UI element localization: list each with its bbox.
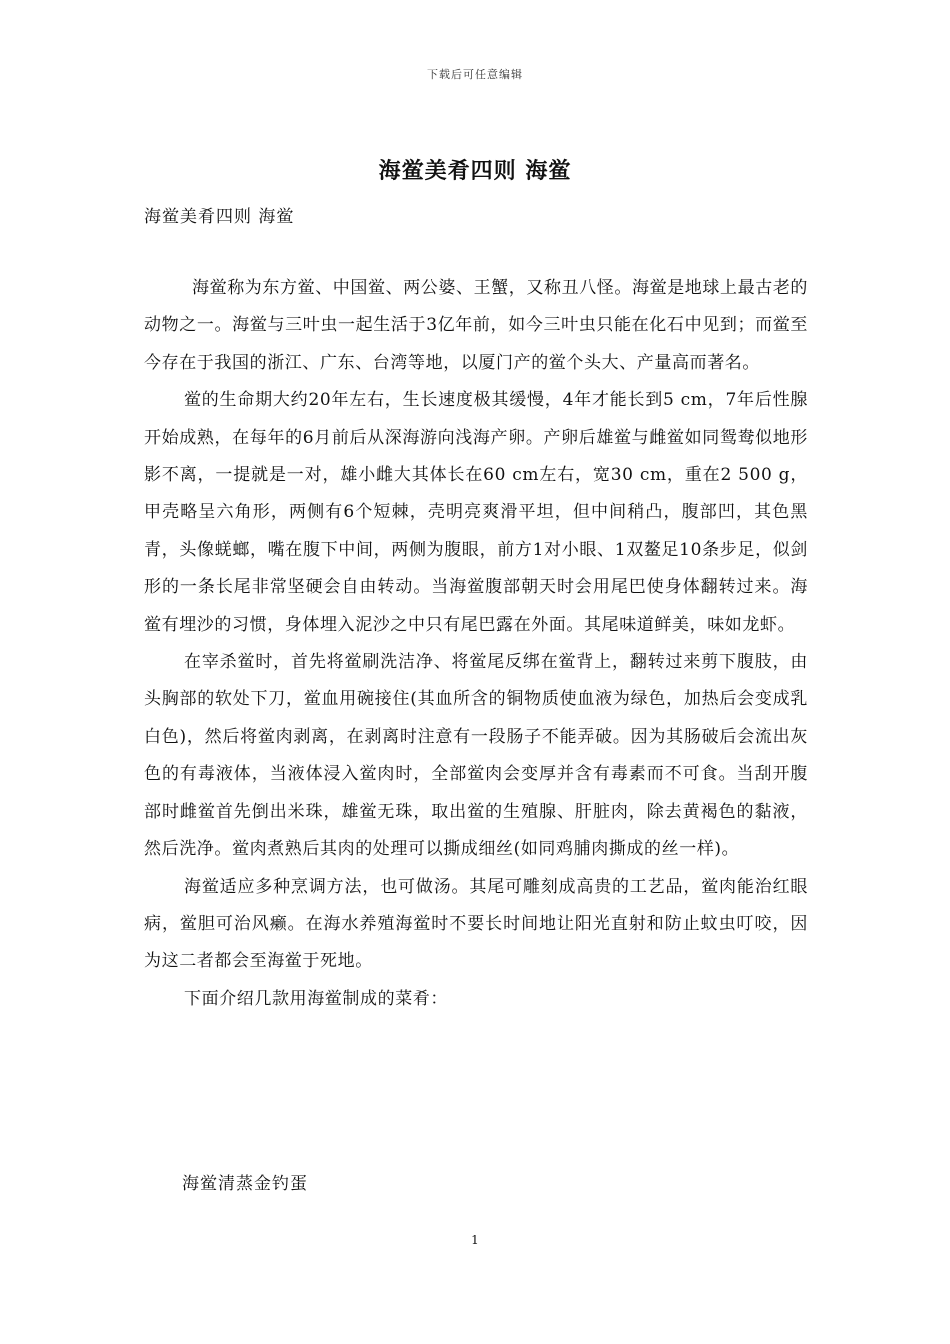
recipe-heading: 海鲎清蒸金钓蛋 [182,1174,308,1194]
paragraph-recipes-intro: 下面介绍几款用海鲎制成的菜肴： [184,988,448,1009]
page-number: 1 [471,1233,479,1247]
document-subtitle: 海鲎美肴四则 海鲎 [144,207,295,227]
paragraph-preparation: 在宰杀鲎时，首先将鲎刷洗洁净、将鲎尾反绑在鲎背上，翻转过来剪下腹肢，由头胸部的软处下刀，鲎血用碗接住(其血所含的铜物质使血液为绿色，加热后会变成乳白色)，然后将鲎肉剥离，在剥离时注意有一段肠子不能弄破。因为其肠破后会流出灰色的有毒液体，当液体浸入鲎肉时，全部鲎肉会变厚并含有毒素而不可食。当刮开腹部时雌鲎首先倒出米珠，雄鲎无珠，取出鲎的生殖腺、肝脏肉，除去黄褐色的黏液，然后洗净。鲎肉煮熟后其肉的处理可以撕成细丝(如同鸡脯肉撕成的丝一样)。 [144,652,808,860]
paragraph-lifecycle: 鲎的生命期大约20年左右，生长速度极其缓慢，4年才能长到5 cm，7年后性腺开始成熟，在每年的6月前后从深海游向浅海产卵。产卵后雄鲎与雌鲎如同鸳鸯似地形影不离，一提就是一对，雄小雌大其体长在60 cm左右，宽30 cm，重在2 500 g，甲壳略呈六角形，两侧有6个短棘，壳明亮爽滑平坦，但中间稍凸，腹部凹，其色黑青，头像蜣螂，嘴在腹下中间，两侧为腹眼，前方1对小眼、1双鳌足10条步足，似剑形的一条长尾非常坚硬会自由转动。当海鲎腹部朝天时会用尾巴使身体翻转过来。海鲎有埋沙的习惯，身体埋入泥沙之中只有尾巴露在外面。其尾味道鲜美，味如龙虾。 [144,390,808,635]
page-title: 海鲎美肴四则 海鲎 [378,158,572,184]
paragraph-intro: 海鲎称为东方鲎、中国鲎、两公婆、王蟹，又称丑八怪。海鲎是地球上最古老的动物之一。海鲎与三叶虫一起生活于3亿年前，如今三叶虫只能在化石中见到；而鲎至今存在于我国的浙江、广东、台湾等地，以厦门产的鲎个头大、产量高而著名。 [144,278,808,373]
header-note: 下载后可任意编辑 [427,68,523,81]
paragraph-uses: 海鲎适应多种烹调方法，也可做汤。其尾可雕刻成高贵的工艺品，鲎肉能治红眼病，鲎胆可治风癞。在海水养殖海鲎时不要长时间地让阳光直射和防止蚊虫叮咬，因为这二者都会至海鲎于死地。 [144,876,808,972]
document-body [144,270,808,1018]
